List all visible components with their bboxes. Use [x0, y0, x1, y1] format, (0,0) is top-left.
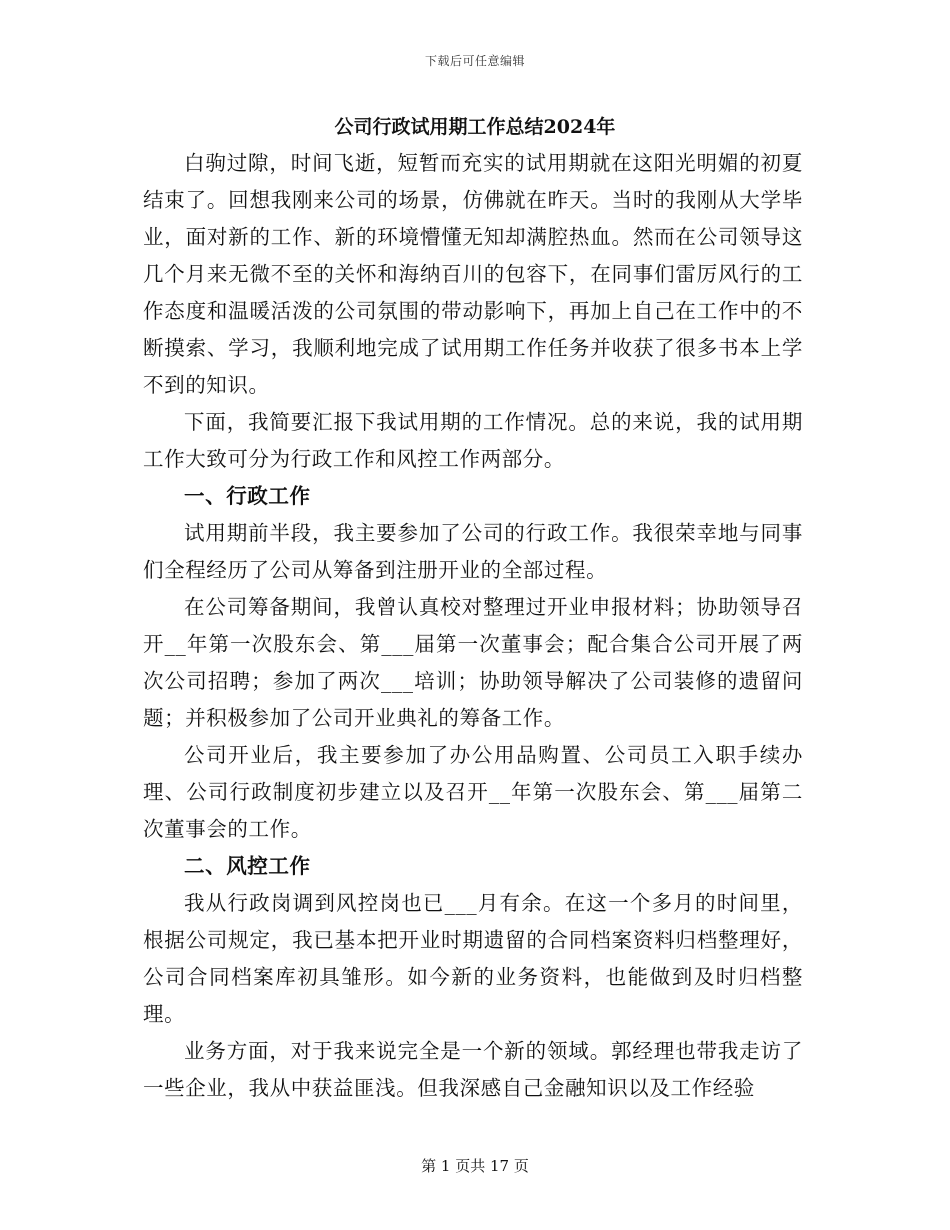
paragraph-risk-1: 我从行政岗调到风控岗也已___月有余。在这一个多月的时间里，根据公司规定，我已基本把开业时期遗留的合同档案资料归档整理好，公司合同档案库初具雏形。如今新的业务资料，也能做到及时归档整理。 [143, 891, 803, 1026]
document-body [143, 145, 803, 1107]
paragraph-admin-3: 公司开业后，我主要参加了办公用品购置、公司员工入职手续办理、公司行政制度初步建立以及召开__年第一次股东会、第___届第二次董事会的工作。 [143, 743, 803, 841]
paragraph-intro: 白驹过隙，时间飞逝，短暂而充实的试用期就在这阳光明媚的初夏结束了。回想我刚来公司的场景，仿佛就在昨天。当时的我刚从大学毕业，面对新的工作、新的环境懵懂无知却满腔热血。然而在公司领导这几个月来无微不至的关怀和海纳百川的包容下，在同事们雷厉风行的工作态度和温暖活泼的公司氛围的带动影响下，再加上自己在工作中的不断摸索、学习，我顺利地完成了试用期工作任务并收获了很多书本上学不到的知识。 [143, 151, 803, 397]
page-number-footer: 第 1 页共 17 页 [421, 1157, 529, 1175]
section-heading-risk: 二、风控工作 [184, 854, 311, 878]
paragraph-overview: 下面，我简要汇报下我试用期的工作情况。总的来说，我的试用期工作大致可分为行政工作和风控工作两部分。 [143, 410, 803, 471]
paragraph-admin-2: 在公司筹备期间，我曾认真校对整理过开业申报材料；协助领导召开__年第一次股东会、第___届第一次董事会；配合集合公司开展了两次公司招聘；参加了两次___培训；协助领导解决了公司装修的遗留问题；并积极参加了公司开业典礼的筹备工作。 [143, 595, 803, 730]
section-heading-admin: 一、行政工作 [184, 484, 311, 508]
paragraph-admin-1: 试用期前半段，我主要参加了公司的行政工作。我很荣幸地与同事们全程经历了公司从筹备到注册开业的全部过程。 [143, 521, 803, 582]
paragraph-risk-2: 业务方面，对于我来说完全是一个新的领域。郭经理也带我走访了一些企业，我从中获益匪浅。但我深感自己金融知识以及工作经验 [143, 1039, 803, 1100]
document-title: 公司行政试用期工作总结2024年 [334, 116, 616, 138]
header-note: 下载后可任意编辑 [424, 54, 525, 68]
